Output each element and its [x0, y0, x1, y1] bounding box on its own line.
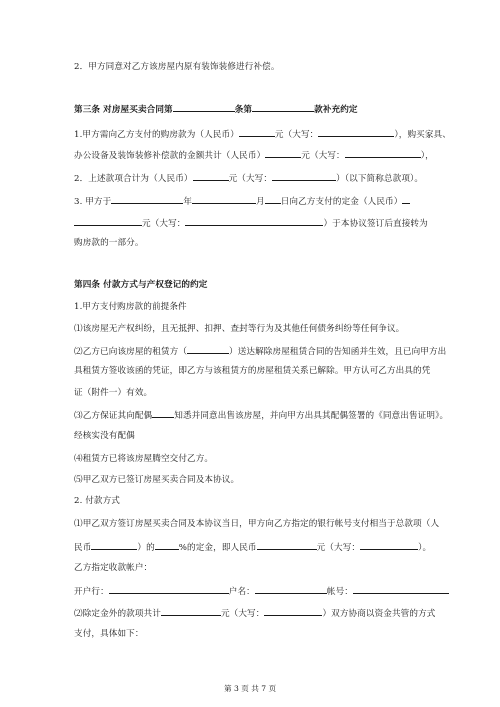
article-3-item-1-line-1: 1.甲方需向乙方支付的购房款为（人民币） 元（大写： ），购买家具、: [74, 127, 451, 141]
payment-1-line-2: 民币 ）的 %的定金，即人民币 元（大写： ）。: [74, 540, 431, 554]
article-3-item-1-line-2: 办公设备及装饰装修补偿款的金额共计（人民币） 元（大写： ），: [74, 148, 434, 162]
article-4-item-1-title: 1.甲方支付购房款的前提条件: [74, 302, 187, 312]
clause-2-compensation: 2．甲方同意对乙方该房屋内原有装饰装修进行补偿。: [74, 62, 280, 72]
payment-1-line-1: ⑴甲乙双方签订房屋买卖合同及本协议当日，甲方向乙方指定的银行帐号支付相当于总款项（人: [74, 519, 440, 529]
condition-5: ⑸甲乙双方已签订房屋买卖合同及本协议。: [74, 475, 240, 485]
article-4-item-2-title: 2. 付款方式: [74, 496, 121, 506]
condition-2-line-1: ⑵乙方已向该房屋的租赁方（ ）送达解除房屋租赁合同的告知函并生效，且已向甲方出: [74, 344, 446, 358]
article-4-heading: 第四条 付款方式与产权登记的约定: [74, 280, 208, 290]
payment-account-title: 乙方指定收款帐户：: [74, 563, 153, 573]
condition-3-line-1: ⑶乙方保证其向配偶 知悉并同意出售该房屋，并向甲方出具其配偶签署的《同意出售证明》。: [74, 408, 448, 422]
condition-2-line-3: 证（附件一）有效。: [74, 388, 153, 398]
article-3-item-3-line-2: 元（大写： ）于本协议签订后直接转为: [74, 216, 428, 230]
condition-3-line-2: 经核实没有配偶: [74, 431, 135, 441]
page-number-footer: 第 3 页 共 7 页: [223, 684, 277, 693]
payment-account-details: 开户行： 户名： 帐号：: [74, 584, 449, 598]
condition-2-line-2: 具租赁方签收该函的凭证，即乙方与该租赁方的房屋租赁关系已解除。甲方认可乙方出具的凭: [74, 366, 431, 376]
condition-1: ⑴该房屋无产权纠纷，且无抵押、扣押、查封等行为及其他任何债务纠纷等任何争议。: [74, 324, 405, 334]
article-3-heading: 第三条 对房屋买卖合同第 条第 款补充约定: [74, 102, 358, 116]
article-3-item-2: 2．上述款项合计为（人民币） 元（大写： ）（以下简称总款项）。: [74, 171, 423, 185]
condition-4: ⑷租赁方已将该房屋腾空交付乙方。: [74, 454, 214, 464]
article-3-item-3-line-3: 购房款的一部分。: [74, 238, 144, 248]
article-3-item-3-line-1: 3. 甲方于 年 月 日向乙方支付的定金（人民币）: [74, 194, 410, 208]
payment-2-line-2: 支付，具体如下：: [74, 629, 144, 639]
payment-2-line-1: ⑵除定金外的款项共计 元（大写： ）双方协商以资金共管的方式: [74, 606, 435, 620]
